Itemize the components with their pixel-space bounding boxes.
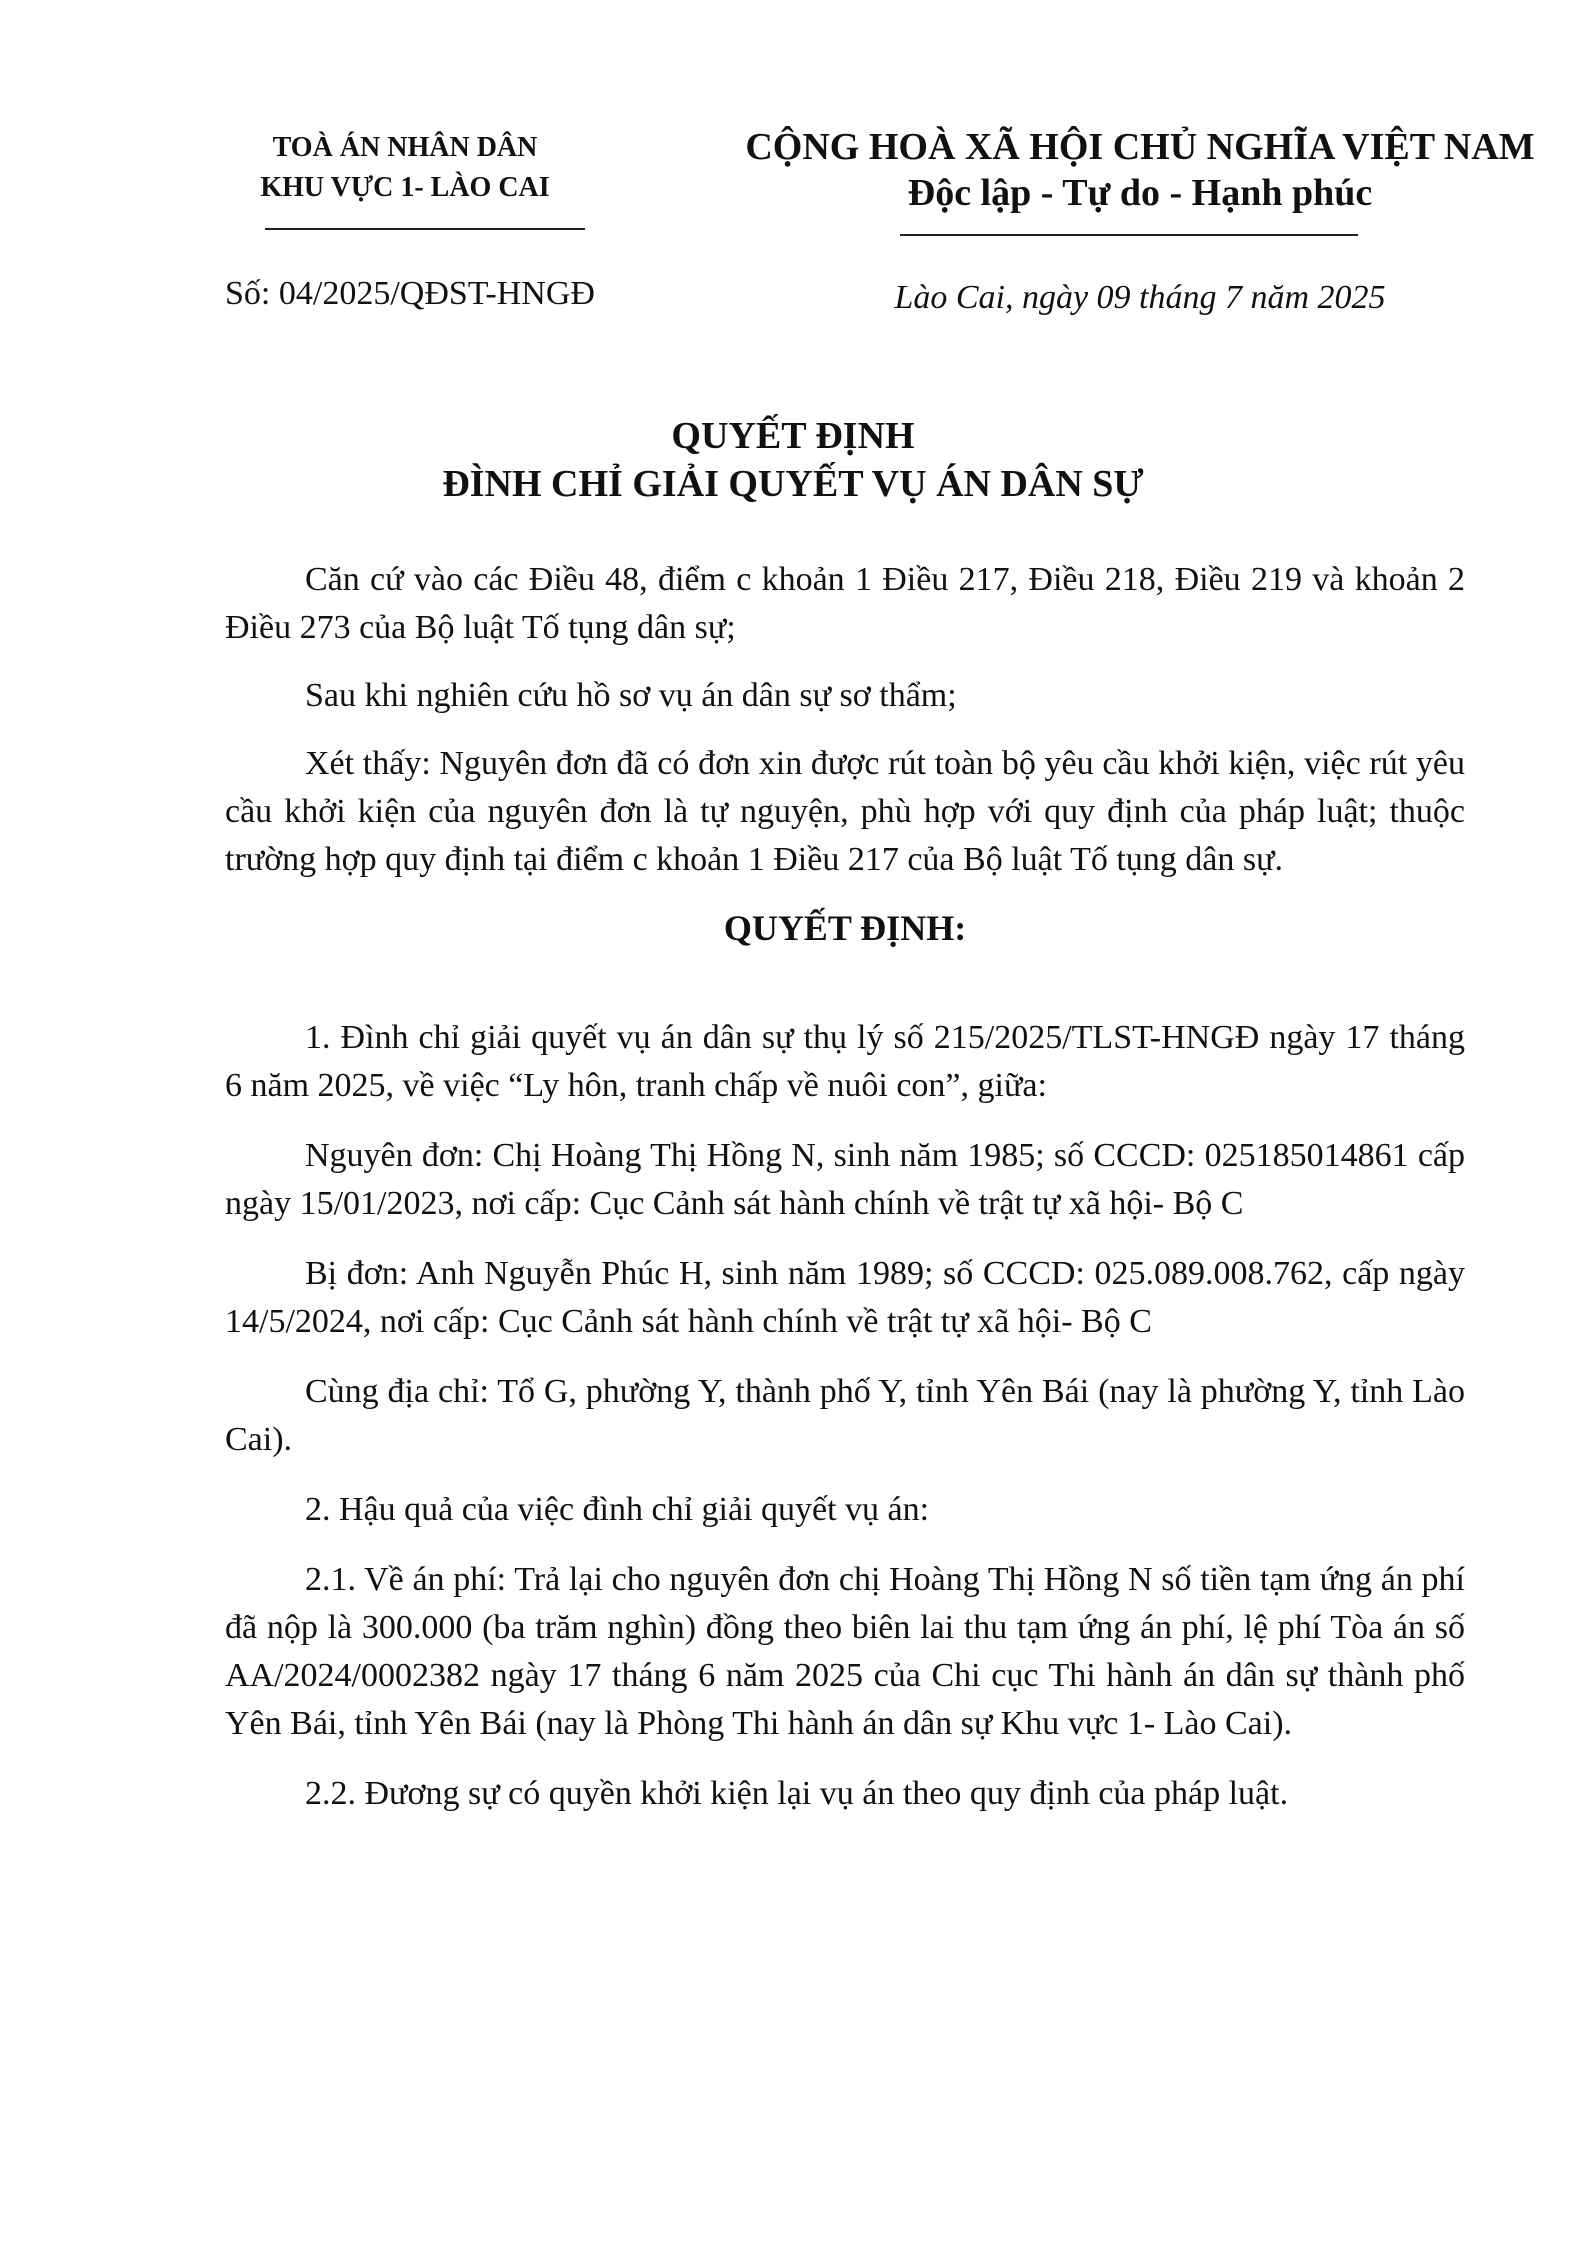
national-name: CỘNG HOÀ XÃ HỘI CHỦ NGHĨA VIỆT NAM <box>745 126 1535 168</box>
decision-paragraph: Cùng địa chỉ: Tổ G, phường Y, thành phố Y, tỉnh Yên Bái (nay là phường Y, tỉnh Lào Cai). <box>225 1373 1465 1458</box>
court-region: KHU VỰC 1- LÀO CAI <box>260 172 550 203</box>
document-body <box>225 556 1465 1840</box>
preamble-paragraph: Sau khi nghiên cứu hồ sơ vụ án dân sự sơ thẩm; <box>305 677 957 714</box>
decision-paragraph: Bị đơn: Anh Nguyễn Phúc H, sinh năm 1989; số CCCD: 025.089.008.762, cấp ngày 14/5/2024, nơi cấp: Cục Cảnh sát hành chính về trật tự xã hội- Bộ C <box>225 1255 1465 1340</box>
court-name: TOÀ ÁN NHÂN DÂN <box>272 132 538 163</box>
decision-paragraph: 2.1. Về án phí: Trả lại cho nguyên đơn chị Hoàng Thị Hồng N số tiền tạm ứng án phí đã nộp là 300.000 (ba trăm nghìn) đồng theo biên lai thu tạm ứng án phí, lệ phí Tòa án số AA/2024/0002382 ngày 17 tháng 6 năm 2025 của Chi cục Thi hành án dân sự thành phố Yên Bái, tỉnh Yên Bái (nay là Phòng Thi hành án dân sự Khu vực 1- Lào Cai). <box>225 1561 1465 1742</box>
decision-paragraph: 2.2. Đương sự có quyền khởi kiện lại vụ án theo quy định của pháp luật. <box>305 1775 1289 1812</box>
document-number: Số: 04/2025/QĐST-HNGĐ <box>225 275 595 312</box>
decision-paragraph: 1. Đình chỉ giải quyết vụ án dân sự thụ lý số 215/2025/TLST-HNGĐ ngày 17 tháng 6 năm 2025, về việc “Ly hôn, tranh chấp về nuôi con”, giữa: <box>225 1019 1465 1104</box>
court-header <box>215 128 595 208</box>
motto-underline <box>900 234 1358 236</box>
title-line-1: QUYẾT ĐỊNH <box>671 415 915 457</box>
court-header-underline <box>265 228 585 230</box>
place-and-date: Lào Cai, ngày 09 tháng 7 năm 2025 <box>894 279 1386 316</box>
national-header <box>720 124 1560 216</box>
decision-paragraph: Nguyên đơn: Chị Hoàng Thị Hồng N, sinh năm 1985; số CCCD: 025185014861 cấp ngày 15/01/2023, nơi cấp: Cục Cảnh sát hành chính về trật tự xã hội- Bộ C <box>225 1137 1465 1222</box>
decision-paragraph: 2. Hậu quả của việc đình chỉ giải quyết vụ án: <box>305 1491 930 1528</box>
title-line-2: ĐÌNH CHỈ GIẢI QUYẾT VỤ ÁN DÂN SỰ <box>442 463 1144 505</box>
preamble-paragraph: Xét thấy: Nguyên đơn đã có đơn xin được rút toàn bộ yêu cầu khởi kiện, việc rút yêu cầu khởi kiện của nguyên đơn là tự nguyện, phù hợp với quy định của pháp luật; thuộc trường hợp quy định tại điểm c khoản 1 Điều 217 của Bộ luật Tố tụng dân sự. <box>225 745 1465 878</box>
national-motto: Độc lập - Tự do - Hạnh phúc <box>907 172 1373 214</box>
decision-heading: QUYẾT ĐỊNH: <box>723 908 967 948</box>
preamble-paragraph: Căn cứ vào các Điều 48, điểm c khoản 1 Điều 217, Điều 218, Điều 219 và khoản 2 Điều 273 của Bộ luật Tố tụng dân sự; <box>225 561 1465 646</box>
document-title <box>0 412 1586 508</box>
